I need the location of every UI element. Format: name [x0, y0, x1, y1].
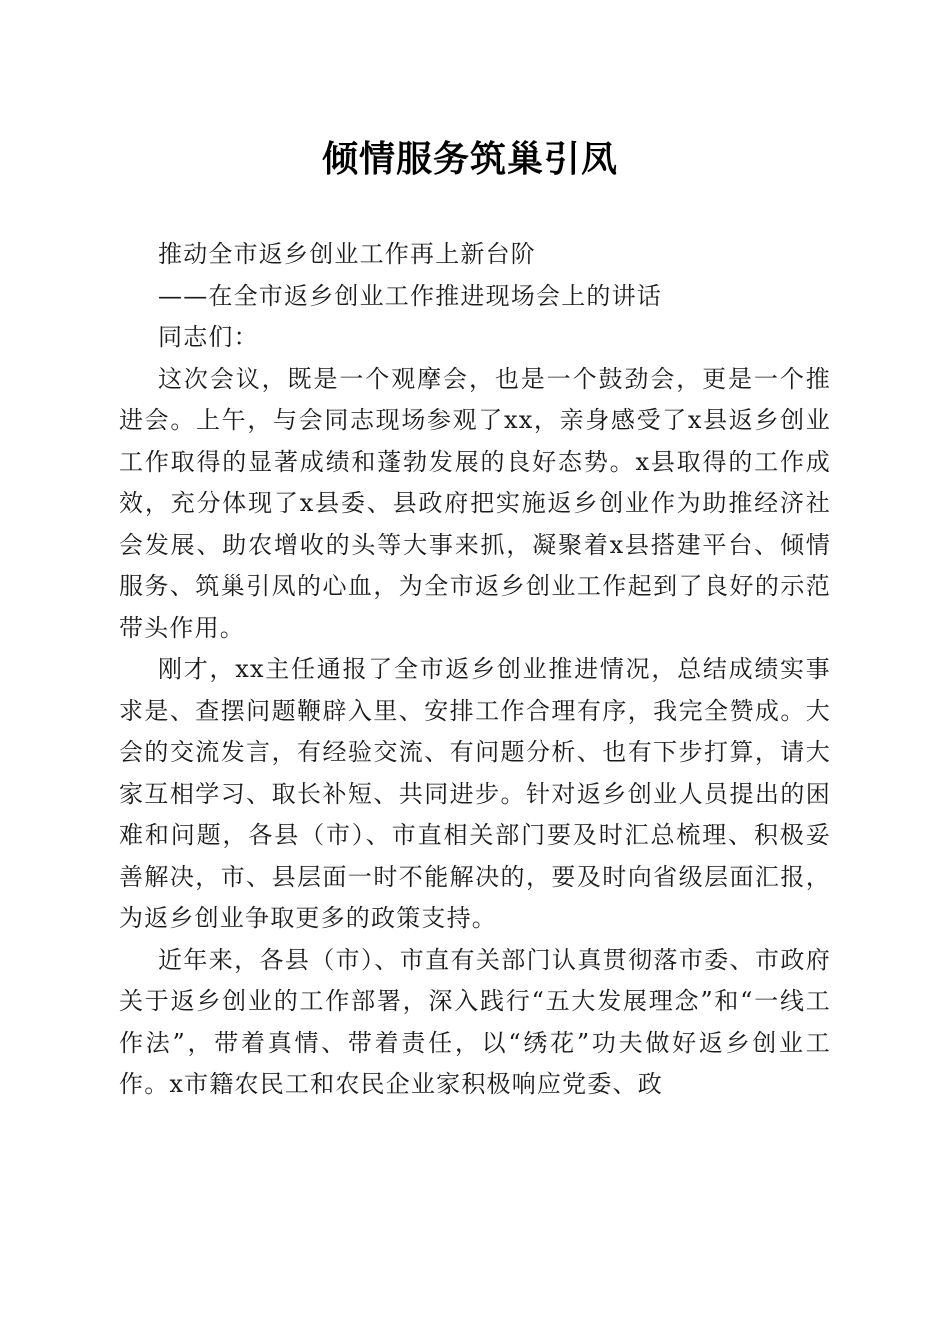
paragraph: 刚才，xx主任通报了全市返乡创业推进情况，总结成绩实事求是、查摆问题鞭辟入里、安排工作合理有序，我完全赞成。大会的交流发言，有经验交流、有问题分析、也有下步打算，请大家互相学习、取长补短、共同进步。针对返乡创业人员提出的困难和问题，各县（市）、市直相关部门要及时汇总梳理、积极妥善解决，市、县层面一时不能解决的，要及时向省级层面汇报，为返乡创业争取更多的政策支持。	[119, 655, 831, 932]
paragraph: 这次会议，既是一个观摩会，也是一个鼓劲会，更是一个推进会。上午，与会同志现场参观了xx，亲身感受了x县返乡创业工作取得的显著成绩和蓬勃发展的良好态势。x县取得的工作成效，充分体现了x县委、县政府把实施返乡创业作为助推经济社会发展、助农增收的头等大事来抓，凝聚着x县搭建平台、倾情服务、筑巢引凤的心血，为全市返乡创业工作起到了良好的示范带头作用。	[119, 364, 831, 642]
paragraph: 近年来，各县（市）、市直有关部门认真贯彻落市委、市政府关于返乡创业的工作部署，深入践行“五大发展理念”和“一线工作法”，带着真情、带着责任，以“绣花”功夫做好返乡创业工作。x市籍农民工和农民企业家积极响应党委、政	[119, 945, 831, 1098]
speech-occasion: ——在全市返乡创业工作推进现场会上的讲话	[158, 281, 662, 310]
document-body	[119, 234, 831, 1106]
document-title: 倾情服务筑巢引凤	[321, 138, 618, 180]
subtitle: 推动全市返乡创业工作再上新台阶	[158, 240, 536, 268]
salutation: 同志们：	[158, 323, 259, 351]
